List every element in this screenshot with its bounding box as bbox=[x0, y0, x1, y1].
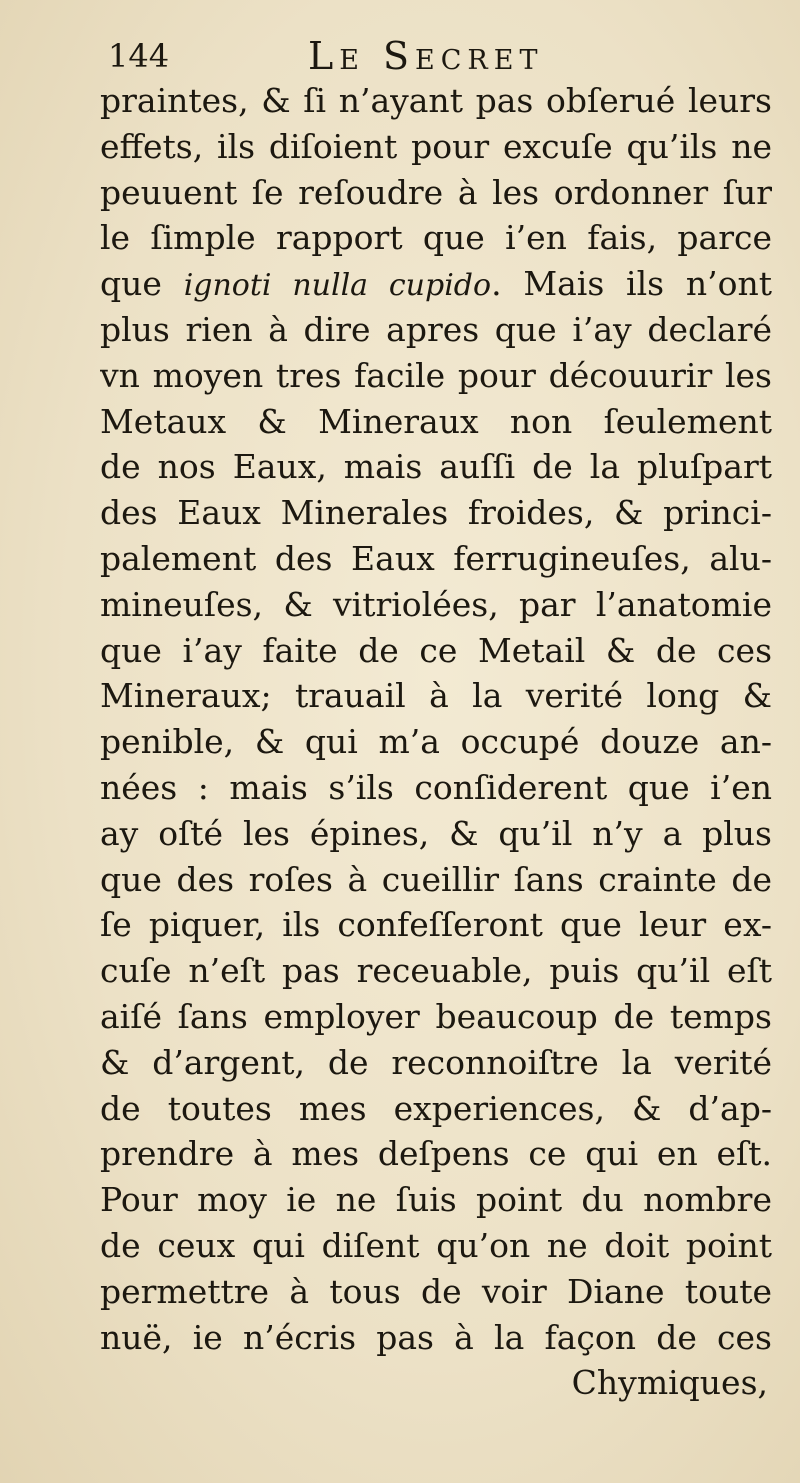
text-line: des Eaux Minerales froides, & princi- bbox=[100, 493, 772, 533]
text-line: peuuent ſe reſoudre à les ordonner ſur bbox=[100, 172, 772, 212]
text-line: Mineraux; trauail à la verité long & bbox=[100, 676, 772, 716]
text-line: penible, & qui m’a occupé douze an- bbox=[100, 722, 772, 762]
body-text bbox=[100, 78, 772, 1406]
text-line: de nos Eaux, mais auſſi de la pluſpart bbox=[100, 447, 772, 487]
text-line: Pour moy ie ne ſuis point du nombre bbox=[100, 1180, 772, 1220]
page-header bbox=[108, 30, 608, 82]
text-line: mineuſes, & vitriolées, par l’anatomie bbox=[100, 584, 772, 624]
text-line: de ceux qui diſent qu’on ne doit point bbox=[100, 1225, 772, 1265]
text-line bbox=[100, 261, 772, 307]
text-line: nuë, ie n’écris pas à la façon de ces bbox=[100, 1317, 772, 1357]
text-line: plus rien à dire apres que i’ay declaré bbox=[100, 309, 772, 349]
text-line: palement des Eaux ferrugineuſes, alu- bbox=[100, 538, 772, 578]
text-segment: . Mais ils n’ont bbox=[491, 264, 772, 304]
text-line: que des roſes à cueillir ſans crainte de bbox=[100, 859, 772, 899]
text-line: prendre à mes deſpens ce qui en eſt. bbox=[100, 1134, 772, 1174]
text-line: permettre à tous de voir Diane toute bbox=[100, 1271, 772, 1311]
text-line: & d’argent, de reconnoiſtre la verité bbox=[100, 1042, 772, 1082]
text-line: praintes, & ſi n’ayant pas obſerué leurs bbox=[100, 81, 772, 120]
text-line: vn moyen tres facile pour découurir les bbox=[100, 355, 772, 395]
text-line: de toutes mes experiences, & d’ap- bbox=[100, 1088, 772, 1128]
text-line: le ſimple rapport que i’en fais, parce bbox=[100, 218, 772, 258]
text-line: cuſe n’eſt pas receuable, puis qu’il eſt bbox=[100, 951, 772, 991]
text-line: Chymiques, bbox=[571, 1363, 768, 1403]
text-line: aiſé ſans employer beaucoup de temps bbox=[100, 996, 772, 1036]
text-segment: que bbox=[100, 264, 184, 304]
page-number: 144 bbox=[108, 37, 170, 75]
text-line: que i’ay faite de ce Metail & de ces bbox=[100, 630, 772, 670]
running-title: Le Secret bbox=[308, 34, 544, 78]
text-line: ay oſté les épines, & qu’il n’y a plus bbox=[100, 813, 772, 853]
latin-phrase: ignoti nulla cupido bbox=[183, 268, 492, 304]
text-line: nées : mais s’ils conſiderent que i’en bbox=[100, 767, 772, 807]
text-line: ſe piquer, ils confeſſeront que leur ex- bbox=[100, 905, 772, 945]
text-line: Metaux & Mineraux non ſeulement bbox=[100, 401, 772, 441]
text-line: effets, ils diſoient pour excuſe qu’ils ne bbox=[100, 126, 772, 166]
